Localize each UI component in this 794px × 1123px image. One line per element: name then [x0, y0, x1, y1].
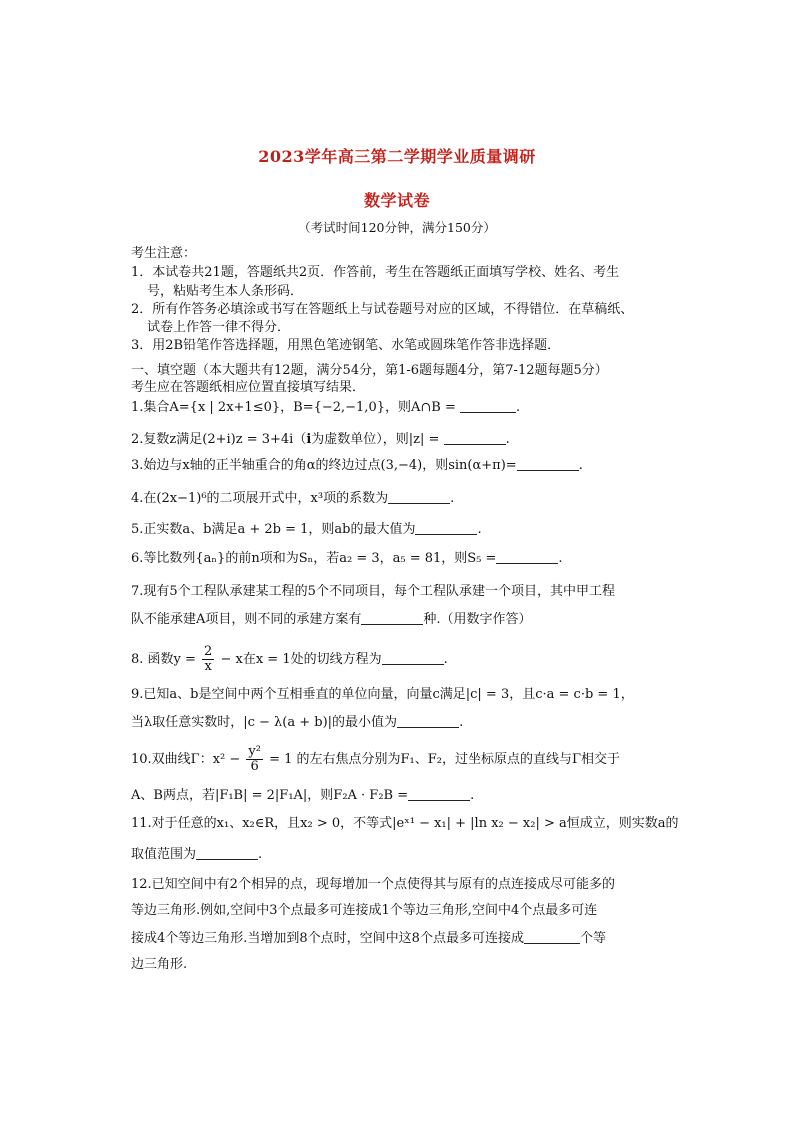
answer-blank[interactable] [388, 490, 450, 504]
answer-blank[interactable] [361, 611, 423, 625]
fraction-numerator: y² [248, 744, 261, 759]
question-7-line-1: 7.现有5个工程队承建某工程的5个不同项目，每个工程队承建一个项目，其中甲工程 [131, 584, 615, 599]
time-note: （考试时间120分钟，满分150分） [298, 220, 496, 235]
question-7-line-2 [131, 610, 654, 629]
question-11-line-1: 11.对于任意的x₁、x₂∈R，且x₂ > 0，不等式|eˣ¹ − x₁| + |ln x₂ − x₂| > a恒成立，则实数a的 [131, 816, 679, 831]
q1-prefix: 1.集合 [131, 400, 170, 415]
notice-item: 3．用2B铅笔作答选择题，用黑色笔迹钢笔、水笔或圆珠笔作答非选择题． [131, 338, 561, 353]
answer-blank[interactable] [460, 399, 516, 413]
fraction-numerator: 2 [204, 644, 213, 659]
answer-blank[interactable] [524, 930, 580, 944]
q8-prefix: 8. 函数y = [131, 652, 196, 667]
q10-prefix: 10.双曲线Γ：x² − [131, 752, 241, 767]
q2-part-a: 2.复数z满足(2+i)z = 3+4i（ [131, 432, 307, 447]
notice-item: 试卷上作答一律不得分． [147, 320, 291, 335]
q5-body: 5.正实数a、b满足a + 2b = 1，则ab的最大值为 [131, 522, 416, 537]
answer-blank[interactable] [444, 431, 506, 445]
q10-end: . [470, 788, 475, 803]
fraction-denominator: 6 [250, 759, 259, 774]
q3-end: . [578, 458, 583, 473]
question-10-line-1 [131, 741, 654, 779]
question-3 [131, 456, 654, 475]
question-11-line-2 [131, 845, 654, 864]
question-12-line-4: 边三角形. [131, 957, 188, 972]
q4-body: 4.在(2x−1)⁶的二项展开式中，x³项的系数为 [131, 491, 389, 506]
fraction [202, 645, 214, 674]
answer-blank[interactable] [196, 846, 258, 860]
q12-body: 接成4个等边三角形.当增加到8个点时，空间中这8个点最多可连接成 [131, 931, 524, 946]
answer-blank[interactable] [415, 521, 477, 535]
q10-body: = 1 的左右焦点分别为F₁、F₂，过坐标原点的直线与Γ相交于 [269, 752, 621, 767]
question-9-line-1: 9.已知a、b是空间中两个互相垂直的单位向量，向量c满足|c| = 3，且c·a = c·b = 1， [131, 687, 634, 702]
subject-title: 数学试卷 [363, 191, 430, 210]
q10-condition: A、B两点，若|F₁B| = 2|F₁A|，则F₂A · F₂B = [131, 788, 409, 803]
q9-end: . [459, 715, 464, 730]
question-6 [131, 549, 654, 568]
question-5 [131, 520, 654, 539]
exam-title: 2023学年高三第二学期学业质量调研 [258, 147, 536, 166]
question-4 [131, 489, 654, 508]
notice-item: 2．所有作答务必填涂或书写在答题纸上与试卷题号对应的区域，不得错位．在草稿纸、 [131, 302, 634, 317]
notice-item: 号，粘贴考生本人条形码． [147, 284, 304, 299]
q11-body: 取值范围为 [131, 847, 197, 862]
answer-blank[interactable] [382, 651, 444, 665]
q2-end: . [505, 432, 510, 447]
q3-body: 3.始边与x轴的正半轴重合的角α的终边过点(3,−4)，则sin(α+π)= [131, 458, 517, 473]
q8-body: − x在x = 1处的切线方程为 [220, 652, 382, 667]
answer-blank[interactable] [517, 457, 579, 471]
question-9-line-2 [131, 713, 654, 732]
answer-blank[interactable] [408, 787, 470, 801]
question-12-line-1: 12.已知空间中有2个相异的点，现每增加一个点使得其与原有的点连接成尽可能多的 [131, 877, 615, 892]
q2-imag-unit: i [306, 432, 312, 447]
q6-end: . [558, 551, 563, 566]
section-instruction: 考生应在答题纸相应位置直接填写结果． [131, 380, 366, 395]
question-10-line-2 [131, 786, 654, 805]
fraction [246, 745, 263, 774]
q8-end: . [443, 652, 448, 667]
question-12-line-3 [131, 929, 654, 948]
question-8 [131, 641, 654, 679]
question-12-line-2: 等边三角形.例如,空间中3个点最多可连接成1个等边三角形,空间中4个点最多可连 [131, 903, 598, 918]
q4-end: . [450, 491, 455, 506]
q12-unit: 个等 [579, 931, 606, 946]
question-2 [131, 430, 654, 449]
q9-body: 当λ取任意实数时，|c − λ(a + b)|的最小值为 [131, 715, 398, 730]
q7-body: 队不能承建A项目，则不同的承建方案有 [131, 612, 362, 627]
q5-end: . [477, 522, 482, 537]
section-heading: 一、填空题（本大题共有12题，满分54分，第1-6题每题4分，第7-12题每题5分） [131, 363, 608, 378]
q7-end: 种.（用数字作答） [423, 612, 532, 627]
q2-part-c: 为虚数单位），则|z| = [311, 432, 440, 447]
question-1 [131, 398, 654, 417]
fraction-denominator: x [204, 659, 212, 674]
notice-item: 1．本试卷共21题，答题纸共2页．作答前，考生在答题纸正面填写学校、姓名、考生 [131, 265, 620, 280]
q1-body: A={x | 2x+1≤0}，B={−2,−1,0}，则A∩B = [169, 400, 456, 415]
answer-blank[interactable] [397, 714, 459, 728]
notice-heading: 考生注意： [131, 246, 197, 261]
q6-body: 6.等比数列{aₙ}的前n项和为Sₙ，若a₂ = 3，a₅ = 81，则S₅ = [131, 551, 497, 566]
answer-blank[interactable] [496, 550, 558, 564]
q1-end: . [516, 400, 521, 415]
q11-end: . [258, 847, 263, 862]
